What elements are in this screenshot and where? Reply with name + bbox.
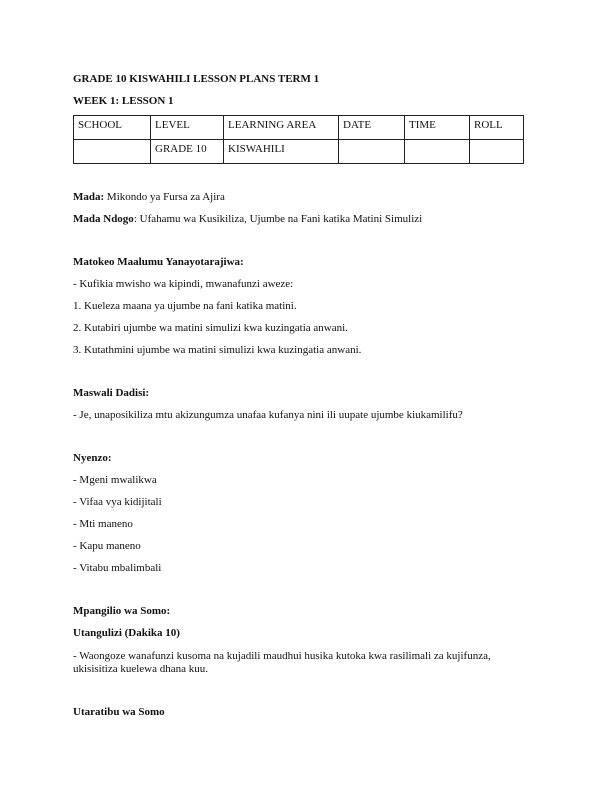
maswali-item: - Je, unaposikiliza mtu akizungumza unafaa kufanya nini ili uupate ujumbe kiukamilifu?	[73, 409, 463, 421]
header-school: SCHOOL	[74, 116, 151, 140]
header-time: TIME	[405, 116, 470, 140]
list-item: - Kapu maneno	[73, 540, 141, 552]
mada-ndogo-line	[73, 213, 422, 226]
mada-ndogo-label: Mada Ndogo	[73, 213, 134, 225]
list-item: - Kufikia mwisho wa kipindi, mwanafunzi aweze:	[73, 278, 294, 290]
list-item: 1. Kueleza maana ya ujumbe na fani katika matini.	[73, 300, 297, 312]
header-level: LEVEL	[151, 116, 224, 140]
table-header-row	[74, 116, 524, 140]
mada-value: Mikondo ya Fursa za Ajira	[104, 191, 225, 203]
cell-learning-area: KISWAHILI	[224, 140, 339, 164]
nyenzo-heading: Nyenzo:	[73, 452, 112, 464]
mada-line	[73, 191, 225, 204]
maswali-heading: Maswali Dadisi:	[73, 387, 150, 399]
matokeo-heading: Matokeo Maalumu Yanayotarajiwa:	[73, 256, 244, 268]
list-item: - Vitabu mbalimbali	[73, 562, 162, 574]
utaratibu-heading: Utaratibu wa Somo	[73, 706, 165, 718]
list-item: - Mti maneno	[73, 518, 133, 530]
cell-time	[405, 140, 470, 164]
lesson-info-table	[73, 115, 524, 164]
list-item: 3. Kutathmini ujumbe wa matini simulizi kwa kuzingatia anwani.	[73, 344, 362, 356]
cell-level: GRADE 10	[151, 140, 224, 164]
mada-label: Mada:	[73, 191, 105, 203]
utangulizi-heading: Utangulizi (Dakika 10)	[73, 627, 180, 639]
header-date: DATE	[339, 116, 405, 140]
cell-roll	[470, 140, 524, 164]
mada-ndogo-value: : Ufahamu wa Kusikiliza, Ujumbe na Fani katika Matini Simulizi	[133, 213, 423, 225]
week-lesson-heading: WEEK 1: LESSON 1	[73, 95, 174, 107]
list-item: - Mgeni mwalikwa	[73, 474, 157, 486]
utangulizi-text: - Waongoze wanafunzi kusoma na kujadili maudhui husika kutoka kwa rasilimali za kujifunza, ukisisitiza kuelewa dhana kuu.	[73, 650, 491, 675]
header-roll: ROLL	[470, 116, 524, 140]
list-item: - Vifaa vya kidijitali	[73, 496, 162, 508]
cell-date	[339, 140, 405, 164]
document-title: GRADE 10 KISWAHILI LESSON PLANS TERM 1	[73, 73, 320, 85]
table-row	[74, 140, 524, 164]
cell-school	[74, 140, 151, 164]
list-item: 2. Kutabiri ujumbe wa matini simulizi kwa kuzingatia anwani.	[73, 322, 348, 334]
mpangilio-heading: Mpangilio wa Somo:	[73, 605, 171, 617]
header-learning-area: LEARNING AREA	[224, 116, 339, 140]
